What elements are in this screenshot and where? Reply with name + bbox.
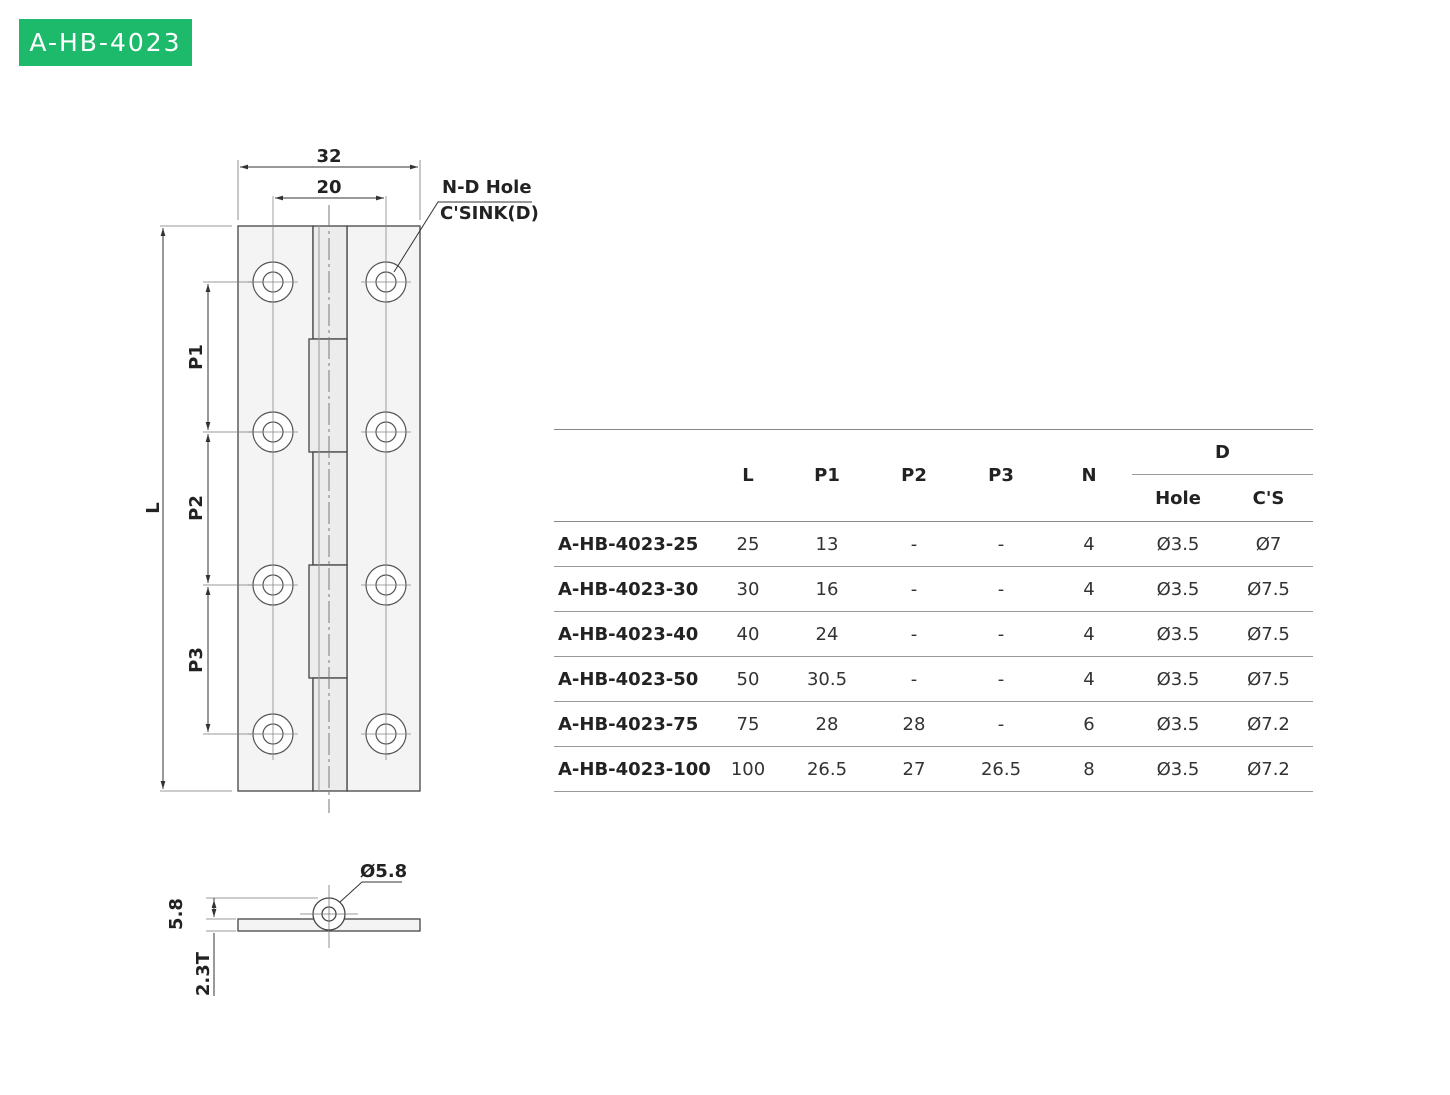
header-d: D <box>1215 441 1230 463</box>
hole-callout-line2: C'SINK(D) <box>440 203 539 224</box>
dim-knuckle-height: 5.8 <box>166 898 187 930</box>
table-cell: Ø3.5 <box>1132 612 1224 657</box>
table-cell: 26.5 <box>782 747 872 792</box>
table-cell: 30.5 <box>782 657 872 702</box>
table-cell: - <box>956 612 1046 657</box>
dim-p2: P2 <box>186 495 207 521</box>
header-countersink: C'S <box>1224 475 1313 522</box>
table-cell: - <box>956 567 1046 612</box>
table-cell: Ø3.5 <box>1132 522 1224 567</box>
dim-thickness: 2.3T <box>193 951 214 997</box>
table-cell: 100 <box>714 747 782 792</box>
table-cell: Ø3.5 <box>1132 567 1224 612</box>
dim-total-width: 32 <box>316 146 342 167</box>
table-cell: 6 <box>1046 702 1132 747</box>
table-cell: 16 <box>782 567 872 612</box>
table-row <box>554 657 1313 702</box>
table-cell: 4 <box>1046 522 1132 567</box>
table-cell: 28 <box>872 702 956 747</box>
dim-p3: P3 <box>186 647 207 673</box>
table-cell: - <box>872 612 956 657</box>
table-cell: 13 <box>782 522 872 567</box>
table-cell: Ø3.5 <box>1132 747 1224 792</box>
table-cell: - <box>872 567 956 612</box>
table-cell: 4 <box>1046 612 1132 657</box>
table-cell: 75 <box>714 702 782 747</box>
table-cell: 50 <box>714 657 782 702</box>
table-cell: 40 <box>714 612 782 657</box>
header-p1: P1 <box>814 465 840 486</box>
table-cell: Ø7.2 <box>1224 747 1313 792</box>
table-cell: Ø7.2 <box>1224 702 1313 747</box>
hole-callout-line1: N-D Hole <box>442 177 532 198</box>
dim-hole-spacing: 20 <box>316 177 342 198</box>
table-cell: 8 <box>1046 747 1132 792</box>
header-p3: P3 <box>988 465 1014 486</box>
dim-pin-diameter: Ø5.8 <box>360 861 408 882</box>
header-l: L <box>742 465 754 486</box>
table-cell: Ø7 <box>1224 522 1313 567</box>
product-code-badge: A-HB-4023 <box>19 19 192 66</box>
table-cell: - <box>956 522 1046 567</box>
table-row <box>554 702 1313 747</box>
cell-model: A-HB-4023-50 <box>554 657 714 702</box>
table-cell: 26.5 <box>956 747 1046 792</box>
table-row <box>554 612 1313 657</box>
table-cell: Ø3.5 <box>1132 657 1224 702</box>
header-n: N <box>1081 465 1097 486</box>
cell-model: A-HB-4023-40 <box>554 612 714 657</box>
table-row <box>554 522 1313 567</box>
header-model <box>554 430 714 522</box>
table-cell: 30 <box>714 567 782 612</box>
table-cell: Ø7.5 <box>1224 657 1313 702</box>
table-cell: - <box>872 522 956 567</box>
table-cell: Ø7.5 <box>1224 612 1313 657</box>
table-cell: Ø3.5 <box>1132 702 1224 747</box>
table-cell: Ø7.5 <box>1224 567 1313 612</box>
header-hole: Hole <box>1132 475 1224 522</box>
cell-model: A-HB-4023-75 <box>554 702 714 747</box>
dim-length: L <box>143 502 164 514</box>
table-row <box>554 567 1313 612</box>
table-cell: - <box>956 702 1046 747</box>
specification-table <box>554 429 1313 792</box>
table-cell: 25 <box>714 522 782 567</box>
table-row <box>554 747 1313 792</box>
table-cell: 4 <box>1046 567 1132 612</box>
table-cell: 28 <box>782 702 872 747</box>
table-cell: 27 <box>872 747 956 792</box>
cell-model: A-HB-4023-100 <box>554 747 714 792</box>
table-cell: 4 <box>1046 657 1132 702</box>
table-cell: - <box>956 657 1046 702</box>
cell-model: A-HB-4023-25 <box>554 522 714 567</box>
table-cell: 24 <box>782 612 872 657</box>
header-p2: P2 <box>901 465 927 486</box>
dim-p1: P1 <box>186 344 207 370</box>
cell-model: A-HB-4023-30 <box>554 567 714 612</box>
table-cell: - <box>872 657 956 702</box>
